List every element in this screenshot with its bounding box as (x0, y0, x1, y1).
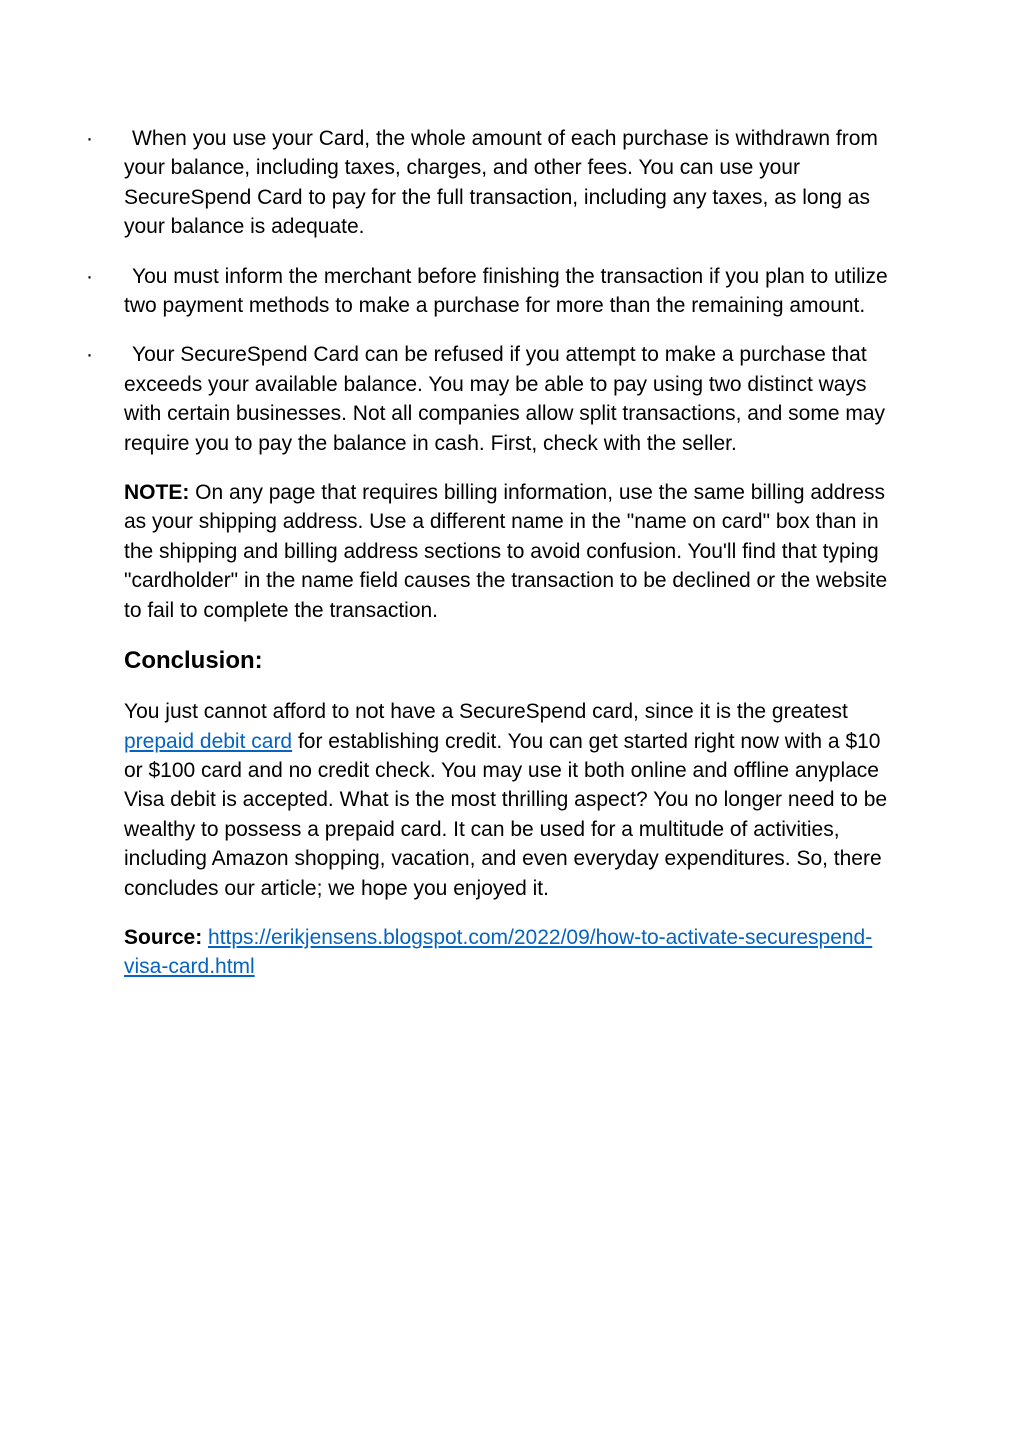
bullet-item (86, 124, 904, 242)
bullet-marker: · (86, 127, 93, 150)
note-text: On any page that requires billing information, use the same billing address as your shipping address. Use a different name in the "name on card" box than in the shipping and billing address sections to avoid confusion. You'll find that typing "cardholder" in the name field causes the transaction to be declined or the website to fail to complete the transaction. (124, 481, 888, 622)
document-body (86, 124, 904, 1002)
bullet-marker: · (86, 264, 93, 288)
source-label: Source: (124, 925, 203, 949)
conclusion-text-before-link: You just cannot afford to not have a SecureSpend card, since it is the greatest (124, 700, 848, 724)
bullet-item (86, 340, 904, 458)
bullet-marker: · (86, 343, 93, 367)
note-label: NOTE: (124, 481, 190, 505)
conclusion-paragraph (124, 697, 904, 903)
note-paragraph (124, 478, 904, 625)
source-paragraph (124, 923, 904, 982)
prepaid-debit-card-link[interactable]: prepaid debit card (124, 729, 293, 753)
conclusion-text-after-link: for establishing credit. You can get started right now with a $10 or $100 card and no credit check. You may use it both online and offline anyplace Visa debit is accepted. What is the most thrilling aspect? You no longer need to be wealthy to possess a prepaid card. It can be used for a multitude of activities, including Amazon shopping, vacation, and even everyday expenditures. So, there concludes our article; we hope you enjoyed it. (124, 729, 888, 900)
conclusion-heading: Conclusion: (124, 647, 263, 675)
bullet-text: Your SecureSpend Card can be refused if you attempt to make a purchase that exceeds your available balance. You may be able to pay using two distinct ways with certain businesses. Not all companies allow split transactions, and some may require you to pay the balance in cash. First, check with the seller. (124, 343, 886, 455)
source-link[interactable]: https://erikjensens.blogspot.com/2022/09/how-to-activate-securespend-visa-card.html (124, 925, 873, 979)
bullet-text: When you use your Card, the whole amount of each purchase is withdrawn from your balance, including taxes, charges, and other fees. You can use your SecureSpend Card to pay for the full transaction, including any taxes, as long as your balance is adequate. (124, 127, 878, 239)
bullet-text: You must inform the merchant before finishing the transaction if you plan to utilize two payment methods to make a purchase for more than the remaining amount. (124, 264, 888, 318)
bullet-item (86, 262, 904, 321)
